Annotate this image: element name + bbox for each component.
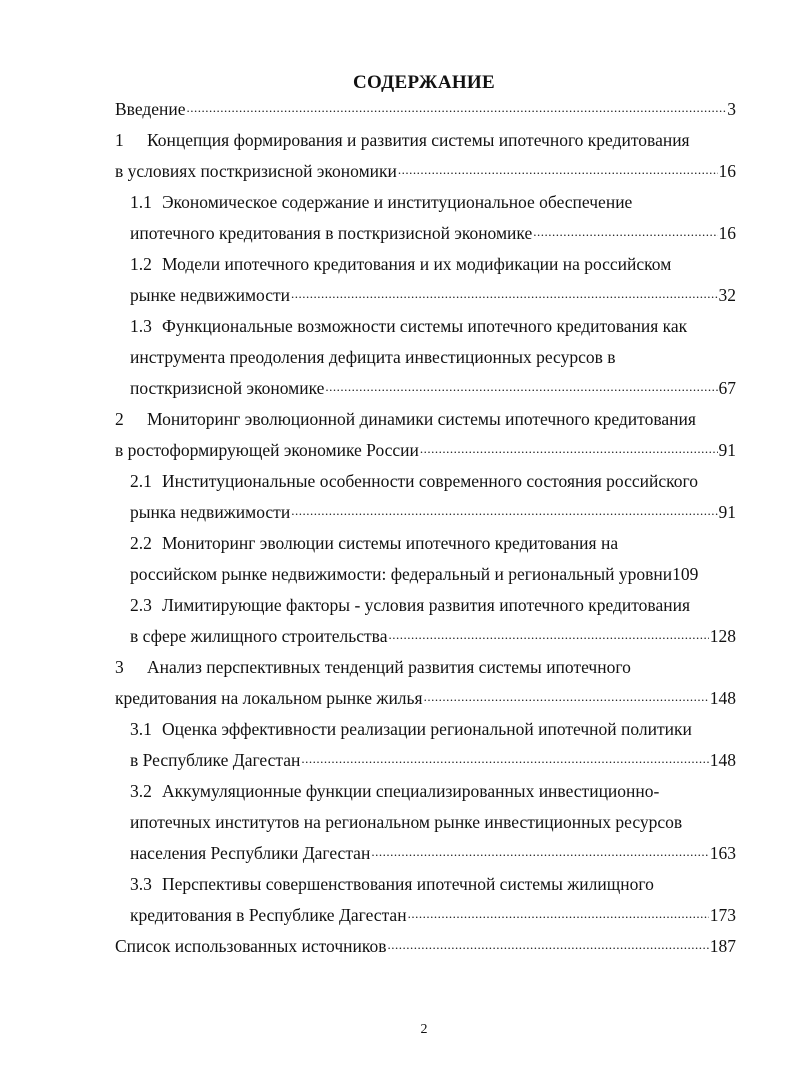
toc-title: СОДЕРЖАНИЕ	[353, 72, 495, 93]
toc-entry-text: в ростоформирующей экономике России	[115, 440, 419, 460]
dot-leader	[424, 682, 709, 710]
toc-section-2-3-continuation	[130, 623, 736, 649]
toc-entry-text: Мониторинг эволюционной динамики системы ипотечного кредитования	[147, 409, 696, 429]
toc-entry-text: Список использованных источников	[115, 936, 387, 956]
toc-entry-references[interactable]	[115, 933, 736, 959]
toc-page-number: 187	[709, 936, 736, 956]
toc-entry-text: Модели ипотечного кредитования и их модификации на российском	[162, 254, 672, 274]
toc-section-2-2-continuation	[130, 561, 736, 587]
toc-section-2-3-heading[interactable]	[130, 592, 690, 618]
toc-section-3-3-continuation	[130, 902, 736, 928]
toc-page-number: 91	[718, 440, 736, 460]
toc-entry-text: в Республике Дагестан	[130, 750, 301, 770]
toc-page-number: 16	[718, 223, 736, 243]
toc-entry-text: кредитования на локальном рынке жилья	[115, 688, 423, 708]
toc-page-number: 109	[672, 564, 699, 584]
toc-number: 3.3	[130, 874, 152, 894]
toc-entry-text: рынка недвижимости	[130, 502, 291, 522]
dot-leader	[291, 279, 717, 307]
toc-entry-text: кредитования в Республике Дагестан	[130, 905, 407, 925]
toc-page-number: 163	[709, 843, 736, 863]
toc-entry-text: Институциональные особенности современного состояния российского	[162, 471, 698, 491]
toc-page-number: 67	[718, 378, 736, 398]
toc-section-2-1-heading[interactable]	[130, 468, 698, 494]
toc-page-number: 91	[718, 502, 736, 522]
toc-entry-text: Функциональные возможности системы ипотечного кредитования как	[162, 316, 688, 336]
toc-section-2-1-continuation	[130, 499, 736, 525]
dot-leader	[388, 620, 708, 648]
toc-page-number: 16	[718, 161, 736, 181]
toc-number: 1.2	[130, 254, 152, 274]
toc-number: 1.3	[130, 316, 152, 336]
toc-section-1-1-heading[interactable]	[130, 189, 632, 215]
toc-chapter-3-heading[interactable]	[115, 654, 631, 680]
toc-chapter-1-heading[interactable]	[115, 127, 690, 153]
toc-entry-text: Перспективы совершенствования ипотечной системы жилищного	[162, 874, 654, 894]
toc-page-number: 128	[709, 626, 736, 646]
toc-page-number: 148	[709, 750, 736, 770]
toc-entry-text: ипотечного кредитования в посткризисной экономике	[130, 223, 533, 243]
dot-leader	[371, 837, 708, 865]
toc-section-1-3-continuation	[130, 344, 616, 370]
toc-entry-text: Оценка эффективности реализации региональной ипотечной политики	[162, 719, 692, 739]
toc-section-3-2-continuation	[130, 840, 736, 866]
toc-chapter-2-heading[interactable]	[115, 406, 696, 432]
toc-section-3-1-continuation	[130, 747, 736, 773]
toc-chapter-3-continuation	[115, 685, 736, 711]
dot-leader	[187, 93, 727, 121]
toc-page-number: 3	[727, 99, 736, 119]
toc-entry-text: российском рынке недвижимости: федеральный и региональный уровни	[130, 564, 673, 584]
toc-number: 2.2	[130, 533, 152, 553]
toc-section-1-2-heading[interactable]	[130, 251, 671, 277]
toc-section-1-3-heading[interactable]	[130, 313, 687, 339]
toc-section-3-2-heading[interactable]	[130, 778, 659, 804]
toc-entry-text: Аккумуляционные функции специализированных инвестиционно-	[162, 781, 660, 801]
toc-section-1-1-continuation	[130, 220, 736, 246]
dot-leader	[398, 155, 718, 183]
toc-section-3-1-heading[interactable]	[130, 716, 692, 742]
toc-entry-text: Введение	[115, 99, 186, 119]
toc-chapter-2-continuation	[115, 437, 736, 463]
toc-entry-text: ипотечных институтов на региональном рынке инвестиционных ресурсов	[130, 812, 683, 832]
toc-entry-text: в сфере жилищного строительства	[130, 626, 388, 646]
toc-section-1-2-continuation	[130, 282, 736, 308]
toc-entry-text: инструмента преодоления дефицита инвестиционных ресурсов в	[130, 347, 616, 367]
toc-entry-text: населения Республики Дагестан	[130, 843, 371, 863]
toc-entry-text: Лимитирующие факторы - условия развития ипотечного кредитования	[162, 595, 691, 615]
toc-page-number: 32	[718, 285, 736, 305]
toc-entry-intro[interactable]	[115, 96, 736, 122]
toc-number: 1.1	[130, 192, 152, 212]
toc-entry-text: Мониторинг эволюции системы ипотечного кредитования на	[162, 533, 619, 553]
dot-leader	[388, 930, 709, 958]
toc-entry-text: Анализ перспективных тенденций развития системы ипотечного	[147, 657, 631, 677]
toc-entry-text: в условиях посткризисной экономики	[115, 161, 397, 181]
dot-leader	[291, 496, 717, 524]
toc-entry-text: Концепция формирования и развития системы ипотечного кредитования	[147, 130, 690, 150]
toc-number: 2.3	[130, 595, 152, 615]
toc-entry-text: посткризисной экономике	[130, 378, 325, 398]
dot-leader	[533, 217, 717, 245]
dot-leader	[325, 372, 717, 400]
page-number: 2	[420, 1022, 428, 1037]
toc-page-number: 173	[709, 905, 736, 925]
dot-leader	[408, 899, 709, 927]
toc-section-3-2-continuation	[130, 809, 682, 835]
toc-number: 2.1	[130, 471, 152, 491]
toc-section-3-3-heading[interactable]	[130, 871, 654, 897]
toc-number: 3.1	[130, 719, 152, 739]
toc-number: 3	[115, 657, 124, 677]
toc-page-number: 148	[709, 688, 736, 708]
toc-section-1-3-continuation	[130, 375, 736, 401]
dot-leader	[420, 434, 718, 462]
toc-chapter-1-continuation	[115, 158, 736, 184]
toc-section-2-2-heading[interactable]	[130, 530, 618, 556]
toc-entry-text: рынке недвижимости	[130, 285, 291, 305]
dot-leader	[301, 744, 708, 772]
toc-number: 1	[115, 130, 124, 150]
toc-entry-text: Экономическое содержание и институциональное обеспечение	[162, 192, 633, 212]
toc-number: 3.2	[130, 781, 152, 801]
toc-number: 2	[115, 409, 124, 429]
